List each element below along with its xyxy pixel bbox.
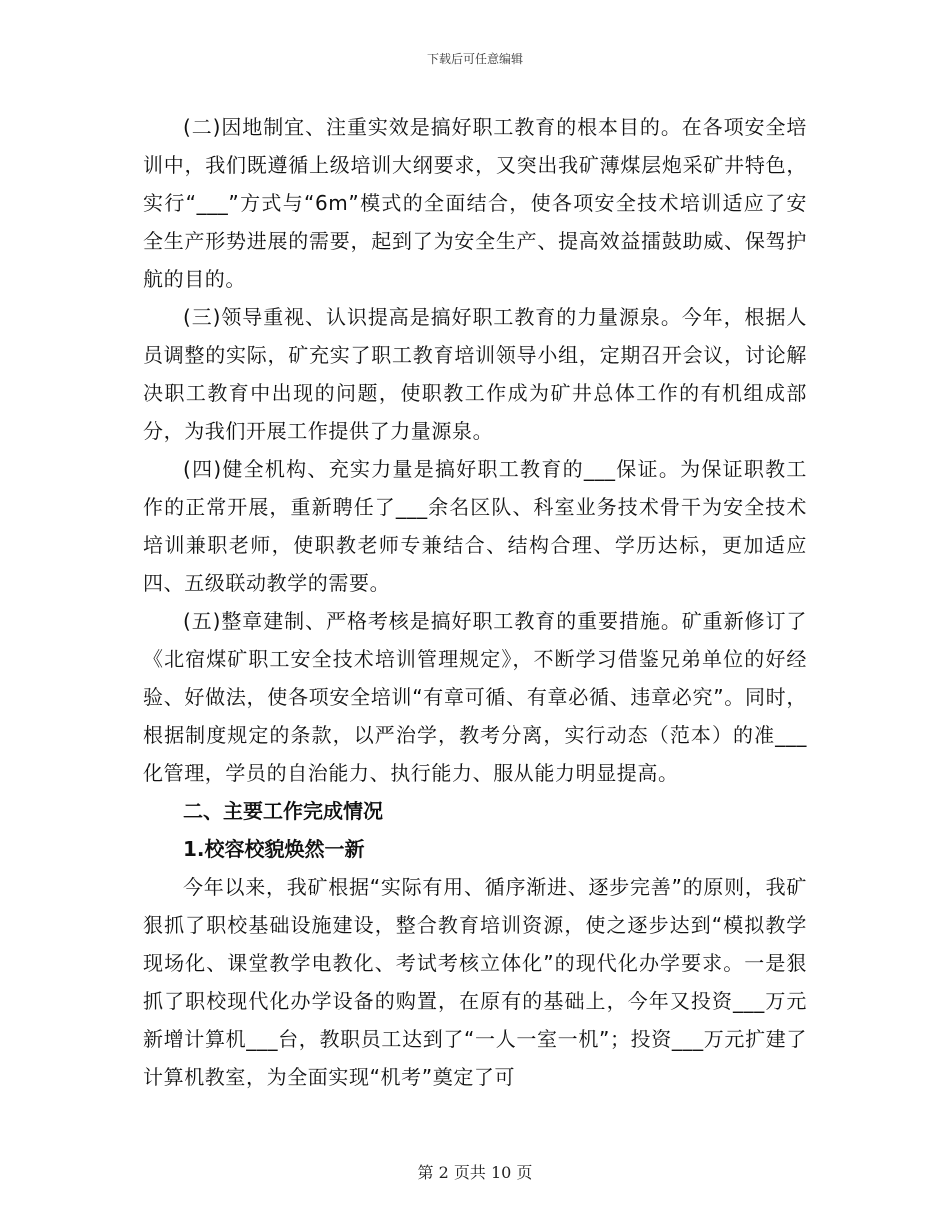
page-number: 第 2 页共 10 页 xyxy=(417,1163,533,1182)
document-body xyxy=(143,108,807,1096)
page-header: 下载后可任意编辑 xyxy=(426,52,523,66)
paragraph-2: (二)因地制宜、注重实效是搞好职工教育的根本目的。在各项安全培训中，我们既遵循上级培训大纲要求，又突出我矿薄煤层炮采矿井特色，实行“___”方式与“6m”模式的全面结合，使各项安全技术培训适应了安全生产形势进展的需要，起到了为安全生产、提高效益擂鼓助威、保驾护航的目的。 xyxy=(143,115,807,291)
paragraph-campus: 今年以来，我矿根据“实际有用、循序渐进、逐步完善”的原则，我矿狠抓了职校基础设施建设，整合教育培训资源，使之逐步达到“模拟教学现场化、课堂教学电教化、考试考核立体化”的现代化办学要求。一是狠抓了职校现代化办学设备的购置，在原有的基础上，今年又投资___万元新增计算机___台，教职员工达到了“一人一室一机”；投资___万元扩建了计算机教室，为全面实现“机考”奠定了可 xyxy=(143,875,807,1089)
paragraph-4: (四)健全机构、充实力量是搞好职工教育的___保证。为保证职教工作的正常开展，重新聘任了___余名区队、科室业务技术骨干为安全技术培训兼职老师，使职教老师专兼结合、结构合理、学历达标，更加适应四、五级联动教学的需要。 xyxy=(143,457,807,595)
paragraph-5: (五)整章建制、严格考核是搞好职工教育的重要措施。矿重新修订了《北宿煤矿职工安全技术培训管理规定》，不断学习借鉴兄弟单位的好经验、好做法，使各项安全培训“有章可循、有章必循、违章必究”。同时，根据制度规定的条款，以严治学，教考分离，实行动态（范本）的准___化管理，学员的自治能力、执行能力、服从能力明显提高。 xyxy=(143,609,807,785)
section-heading: 二、主要工作完成情况 xyxy=(183,799,383,823)
paragraph-3: (三)领导重视、认识提高是搞好职工教育的力量源泉。今年，根据人员调整的实际，矿充实了职工教育培训领导小组，定期召开会议，讨论解决职工教育中出现的问题，使职教工作成为矿井总体工作的有机组成部分，为我们开展工作提供了力量源泉。 xyxy=(143,305,807,443)
subsection-heading: 1.校容校貌焕然一新 xyxy=(183,837,365,861)
